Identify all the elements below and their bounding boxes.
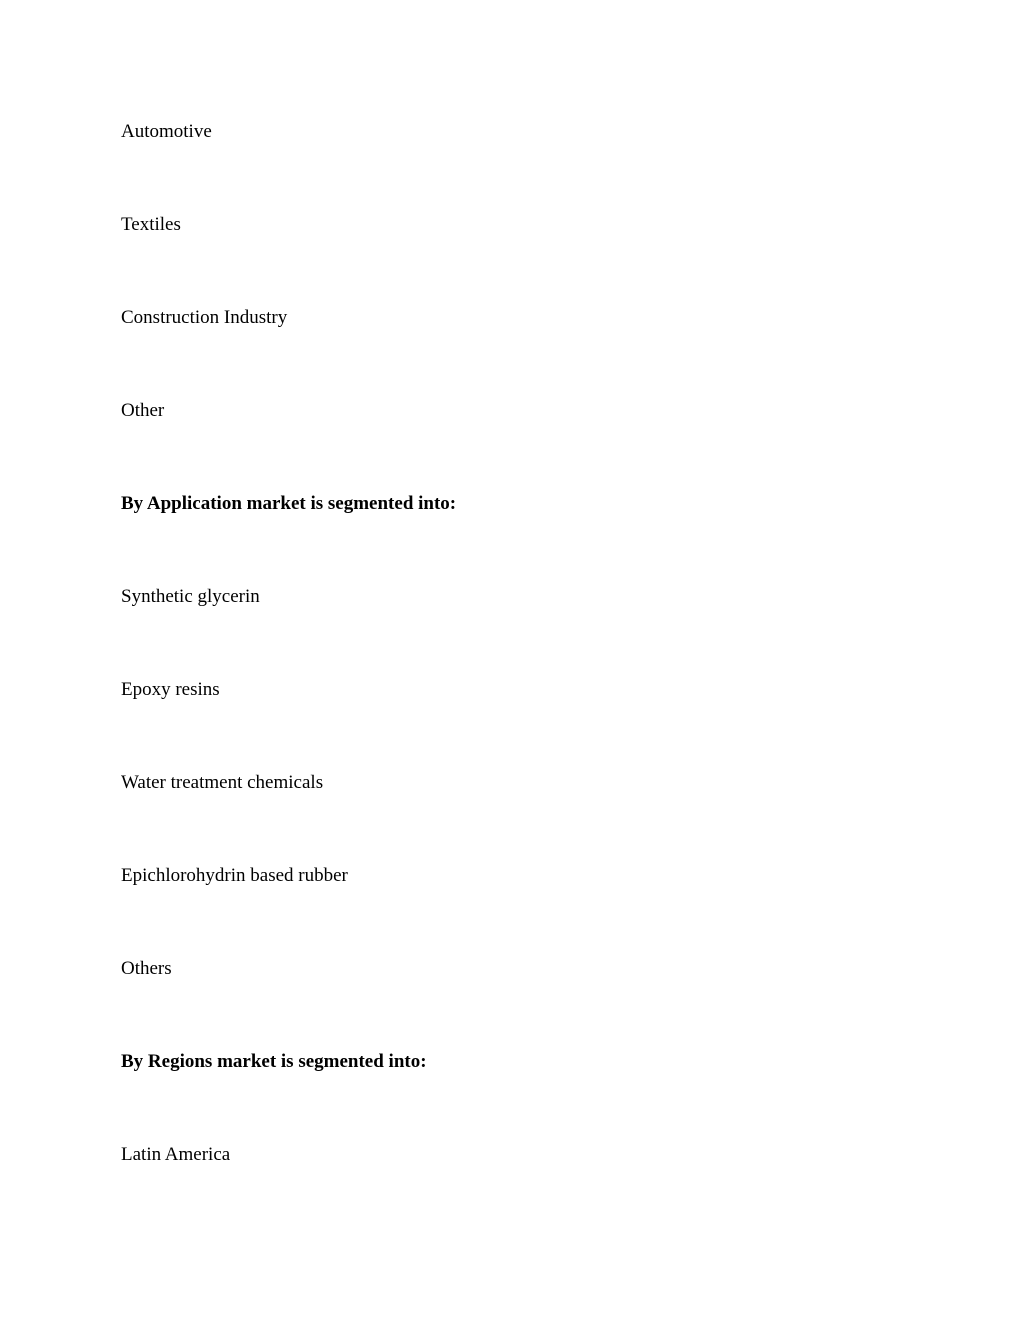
list-item-epoxy-resins: Epoxy resins	[121, 679, 220, 700]
regions-section-heading: By Regions market is segmented into:	[121, 1051, 427, 1072]
application-section-heading: By Application market is segmented into:	[121, 493, 457, 514]
list-item-automotive: Automotive	[121, 121, 212, 142]
list-item-epichlorohydrin-based-rubber: Epichlorohydrin based rubber	[121, 865, 348, 886]
list-item-synthetic-glycerin: Synthetic glycerin	[121, 586, 260, 607]
list-item-others: Others	[121, 958, 172, 979]
list-item-other: Other	[121, 400, 165, 421]
list-item-water-treatment-chemicals: Water treatment chemicals	[121, 772, 324, 793]
list-item-latin-america: Latin America	[121, 1144, 231, 1165]
list-item-construction-industry: Construction Industry	[121, 307, 288, 328]
list-item-textiles: Textiles	[121, 214, 181, 235]
